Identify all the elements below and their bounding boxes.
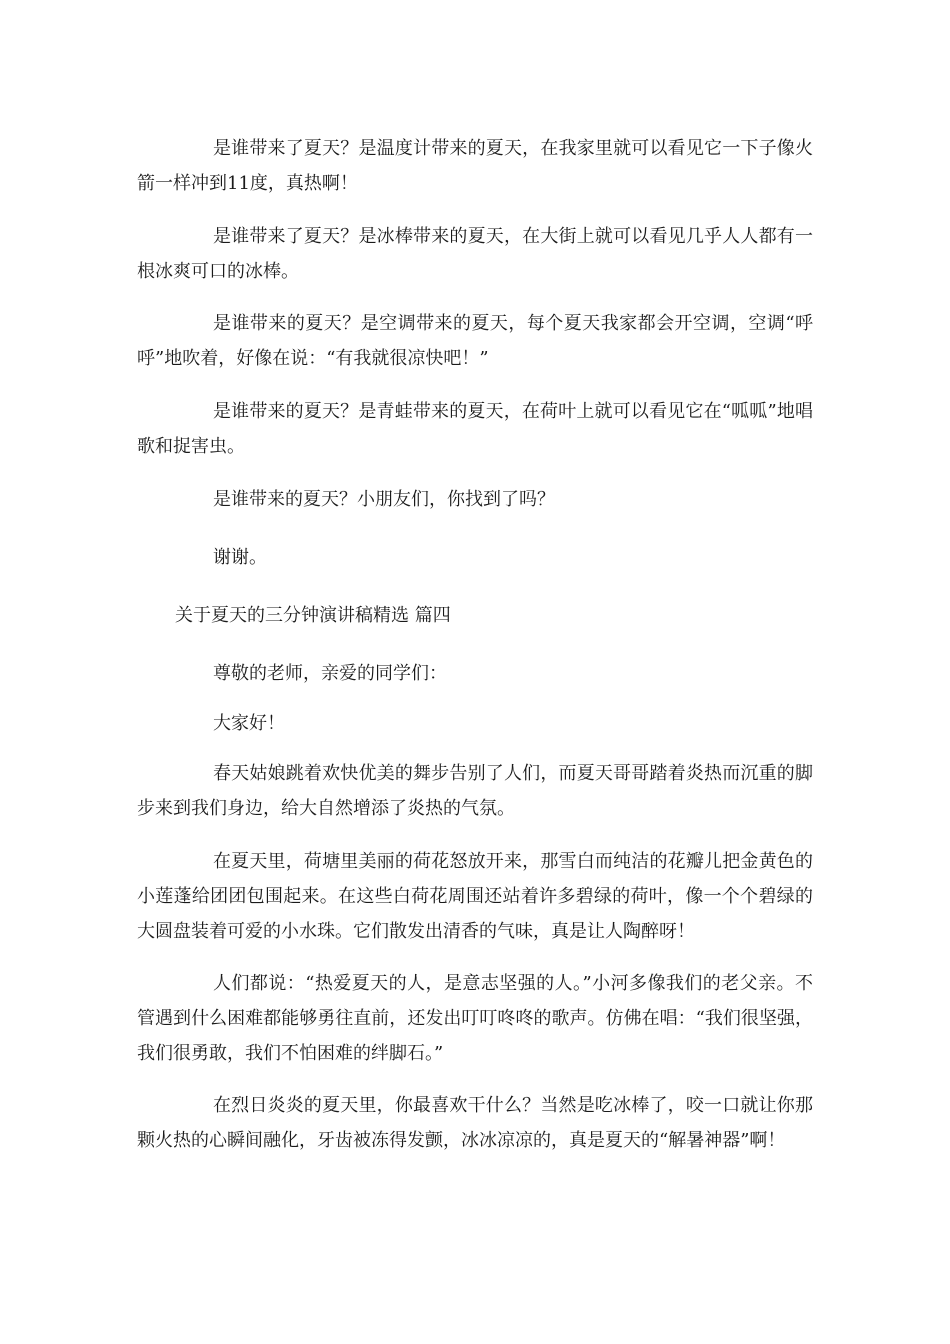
paragraph-river: 人们都说：“热爱夏天的人，是意志坚强的人。”小河多像我们的老父亲。不管遇到什么困难都能够勇往直前，还发出叮叮咚咚的歌声。仿佛在唱：“我们很坚强，我们很勇敢，我们不怕困难的绊脚石。” [137,973,813,1064]
paragraph-spring-summer: 春天姑娘跳着欢快优美的舞步告别了人们，而夏天哥哥踏着炎热而沉重的脚步来到我们身边，给大自然增添了炎热的气氛。 [137,763,813,819]
paragraph-popsicle: 是谁带来了夏天？是冰棒带来的夏天，在大街上就可以看见几乎人人都有一根冰爽可口的冰棒。 [137,226,813,282]
paragraph-question: 是谁带来的夏天？小朋友们，你找到了吗？ [213,489,555,510]
paragraph-thermometer: 是谁带来了夏天？是温度计带来的夏天，在我家里就可以看见它一下子像火箭一样冲到11度，真热啊！ [137,138,813,194]
section-heading: 关于夏天的三分钟演讲稿精选 篇四 [175,605,451,626]
paragraph-popsicle-cooling: 在烈日炎炎的夏天里，你最喜欢干什么？当然是吃冰棒了，咬一口就让你那颗火热的心瞬间融化，牙齿被冻得发颤，冰冰凉凉的，真是夏天的“解暑神器”啊！ [137,1095,813,1151]
paragraph-salutation: 尊敬的老师，亲爱的同学们： [213,663,447,684]
paragraph-air-conditioner: 是谁带来的夏天？是空调带来的夏天，每个夏天我家都会开空调，空调“呼呼”地吹着，好像在说：“有我就很凉快吧！” [137,313,813,369]
paragraph-thanks: 谢谢。 [213,547,267,568]
paragraph-frog: 是谁带来的夏天？是青蛙带来的夏天，在荷叶上就可以看见它在“呱呱”地唱歌和捉害虫。 [137,401,813,457]
paragraph-greeting: 大家好！ [213,713,285,734]
paragraph-lotus: 在夏天里，荷塘里美丽的荷花怒放开来，那雪白而纯洁的花瓣儿把金黄色的小莲蓬给团团包围起来。在这些白荷花周围还站着许多碧绿的荷叶，像一个个碧绿的大圆盘装着可爱的小水珠。它们散发出清香的气味，真是让人陶醉呀！ [137,851,813,942]
